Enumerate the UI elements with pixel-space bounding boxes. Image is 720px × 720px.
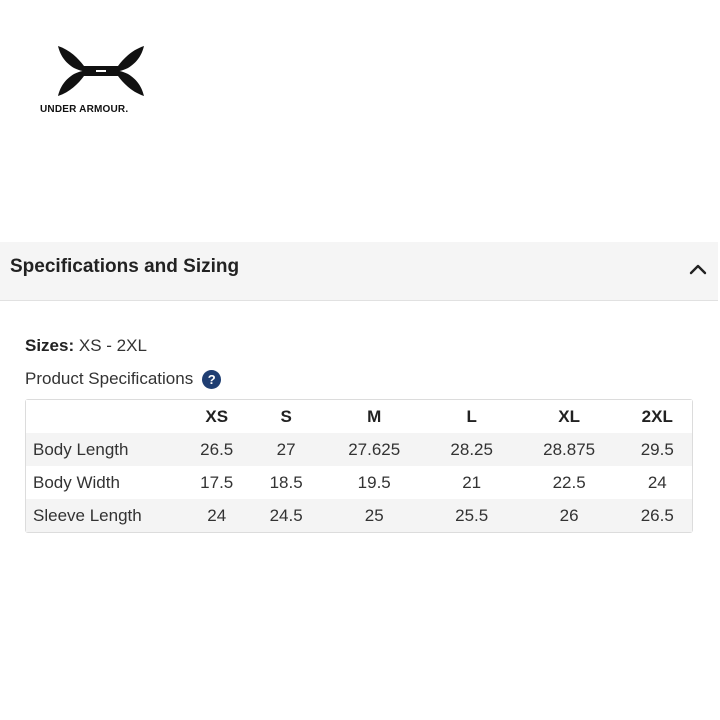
under-armour-logo-icon [56,44,146,98]
table-header-cell: XL [516,400,623,433]
size-chart-table [25,399,693,533]
table-cell: 24 [182,499,251,532]
table-header-cell: M [321,400,428,433]
table-cell: 26.5 [623,499,692,532]
accordion-title: Specifications and Sizing [10,256,240,277]
question-circle-icon[interactable]: ? [202,370,221,389]
table-cell: 25.5 [428,499,516,532]
table-row [26,466,692,499]
table-cell: 28.875 [516,433,623,466]
table-cell: 21 [428,466,516,499]
table-header-cell: XS [182,400,251,433]
table-cell: 25 [321,499,428,532]
table-cell: 18.5 [251,466,320,499]
table-cell: 26.5 [182,433,251,466]
table-header-cell [26,400,182,433]
table-cell: 19.5 [321,466,428,499]
product-specifications-label: Product Specifications [25,369,194,388]
brand-wordmark: UNDER ARMOUR. [40,104,129,115]
table-header-row [26,400,692,433]
sizes-label: Sizes: [25,336,75,355]
row-label: Body Length [26,433,182,466]
product-specifications-heading [25,369,221,389]
chevron-up-icon[interactable] [688,260,708,280]
table-cell: 22.5 [516,466,623,499]
table-cell: 24.5 [251,499,320,532]
specifications-accordion-header[interactable] [0,242,718,301]
table-row [26,433,692,466]
brand-logo[interactable] [40,44,164,115]
table-cell: 29.5 [623,433,692,466]
sizes-range [25,336,147,356]
table-cell: 17.5 [182,466,251,499]
table-cell: 26 [516,499,623,532]
table-header-cell: 2XL [623,400,692,433]
table-cell: 27 [251,433,320,466]
table-cell: 28.25 [428,433,516,466]
table-cell: 27.625 [321,433,428,466]
row-label: Sleeve Length [26,499,182,532]
table-cell: 24 [623,466,692,499]
table-header-cell: S [251,400,320,433]
table-row [26,499,692,532]
row-label: Body Width [26,466,182,499]
table-header-cell: L [428,400,516,433]
sizes-value: XS - 2XL [78,336,147,355]
